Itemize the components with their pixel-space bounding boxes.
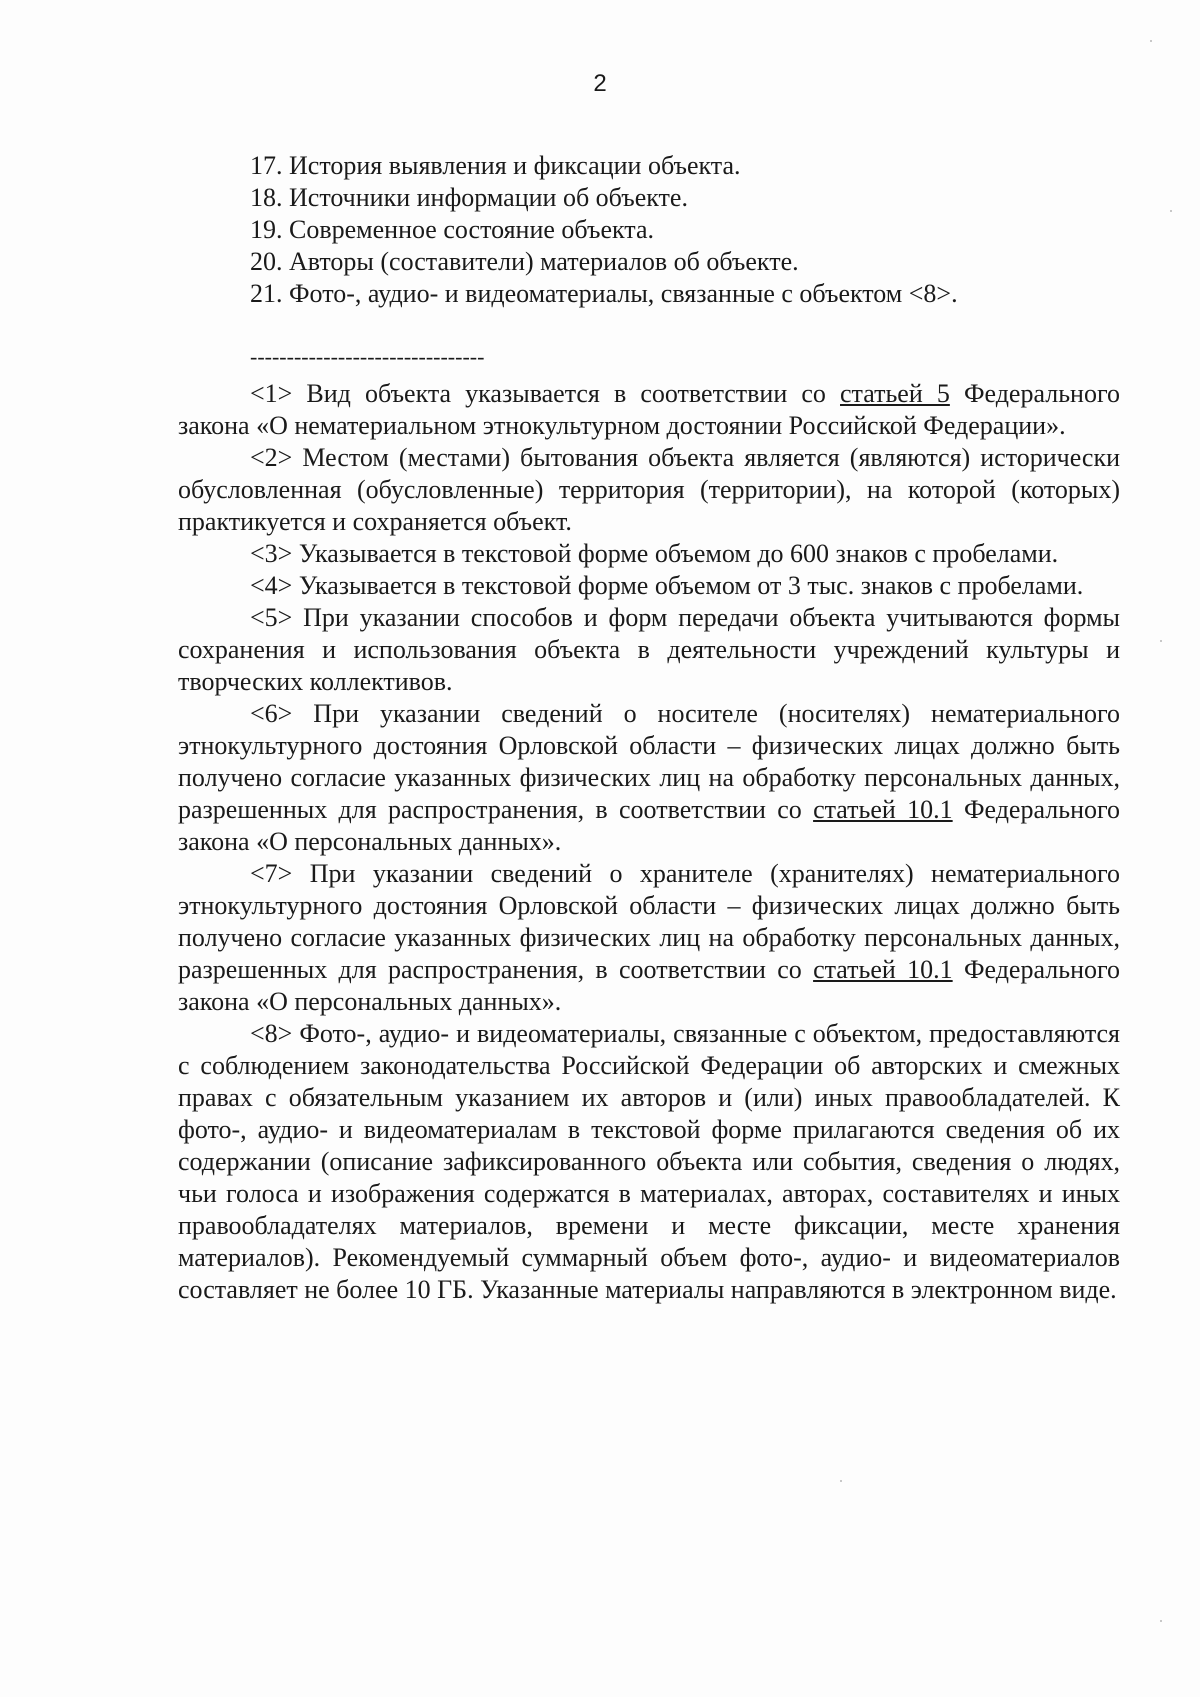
footnote-text: <1> Вид объекта указывается в соответствии со [250, 379, 840, 408]
law-reference-link[interactable]: статьей 5 [840, 379, 950, 408]
footnote-7 [178, 858, 1120, 1018]
footnotes [178, 378, 1120, 1306]
scan-speck [1160, 1620, 1162, 1622]
footnote-separator: -------------------------------- [250, 344, 485, 369]
footnote-1 [178, 378, 1120, 442]
section-list [250, 150, 1150, 310]
footnote-8: <8> Фото-, аудио- и видеоматериалы, связанные с объектом, предоставляются с соблюдением законодательства Российской Федерации об авторских и смежных правах с обязательным указанием их авторов и (или) иных правообладателей. К фото-, аудио- и видеоматериалам в текстовой форме прилагаются сведения об их содержании (описание зафиксированного объекта или события, сведения о людях, чьи голоса и изображения содержатся в материалах, авторах, составителях и иных правообладателях материалов, времени и месте фиксации, месте хранения материалов). Рекомендуемый суммарный объем фото-, аудио- и видеоматериалов составляет не более 10 ГБ. Указанные материалы направляются в электронном виде. [178, 1019, 1120, 1304]
scan-speck [1160, 640, 1162, 642]
scan-speck [1150, 40, 1152, 42]
law-reference-link[interactable]: статьей 10.1 [813, 795, 953, 824]
footnote-4: <4> Указывается в текстовой форме объемом от 3 тыс. знаков с пробелами. [250, 571, 1084, 600]
scan-speck [1170, 210, 1172, 212]
law-reference-link[interactable]: статьей 10.1 [813, 955, 953, 984]
footnote-5: <5> При указании способов и форм передачи объекта учитываются формы сохранения и использования объекта в деятельности учреждений культуры и творческих коллективов. [178, 603, 1120, 696]
list-item: 19. Современное состояние объекта. [250, 215, 654, 244]
footnote-3: <3> Указывается в текстовой форме объемом до 600 знаков с пробелами. [250, 539, 1059, 568]
list-item: 17. История выявления и фиксации объекта. [250, 151, 741, 180]
list-item: 18. Источники информации об объекте. [250, 183, 688, 212]
scan-speck [840, 1480, 842, 1482]
footnote-text: Федерального закона «О персональных данных». [178, 955, 1120, 1016]
footnote-6 [178, 698, 1120, 858]
page-number: 2 [593, 70, 607, 97]
footnote-2: <2> Местом (местами) бытования объекта является (являются) исторически обусловленная (обусловленные) территория (территории), на которой (которых) практикуется и сохраняется объект. [178, 443, 1120, 536]
footnote-text: Федерального закона «О персональных данных». [178, 795, 1120, 856]
footnote-text: Федерального закона «О нематериальном этнокультурном достоянии Российской Федерации». [178, 379, 1120, 440]
list-item: 21. Фото-, аудио- и видеоматериалы, связанные с объектом <8>. [250, 279, 958, 308]
footnote-text: <7> При указании сведений о хранителе (хранителях) нематериального этнокультурного достояния Орловской области – физических лицах должно быть получено согласие указанных физических лиц на обработку персональных данных, разрешенных для распространения, в соответствии со [178, 859, 1120, 984]
footnote-text: <6> При указании сведений о носителе (носителях) нематериального этнокультурного достояния Орловской области – физических лицах должно быть получено согласие указанных физических лиц на обработку персональных данных, разрешенных для распространения, в соответствии со [178, 699, 1120, 824]
list-item: 20. Авторы (составители) материалов об объекте. [250, 247, 799, 276]
